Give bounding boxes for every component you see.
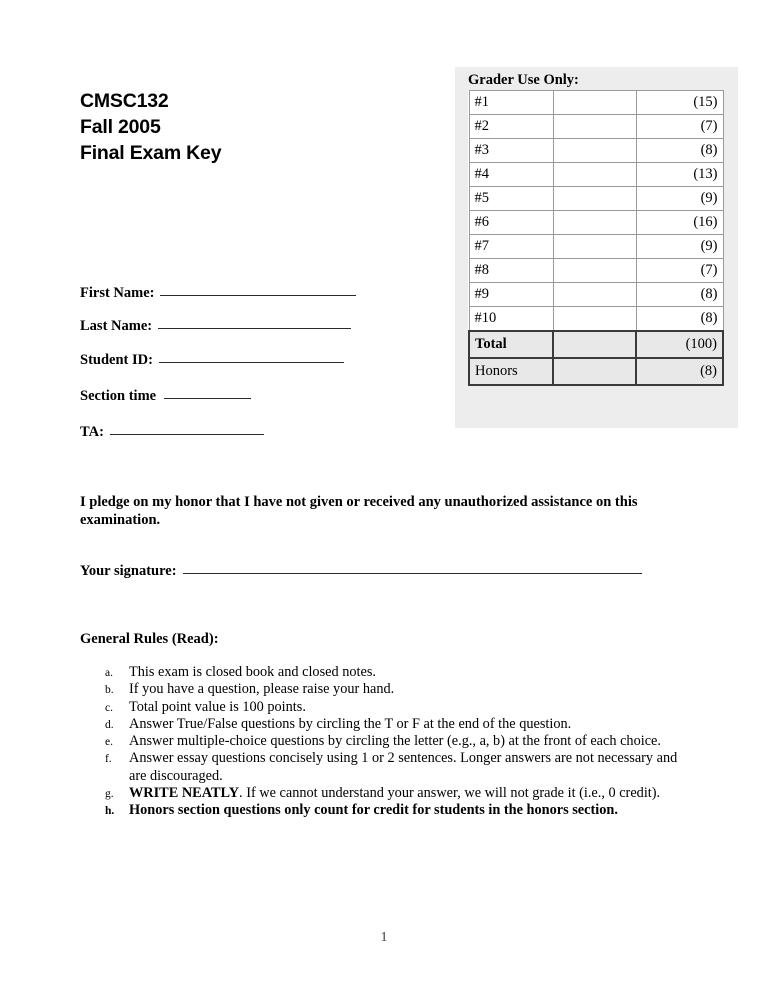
general-rule-emphasis: WRITE NEATLY bbox=[129, 785, 240, 802]
grader-question-label: #6 bbox=[469, 211, 553, 235]
grader-table-row bbox=[469, 211, 723, 235]
general-rule-item bbox=[105, 699, 695, 716]
grader-summary-row bbox=[469, 358, 723, 385]
ta-input-rule[interactable] bbox=[110, 434, 264, 435]
first-name-label: First Name: bbox=[80, 285, 155, 301]
grader-summary-score-cell[interactable] bbox=[553, 331, 636, 358]
grader-table-row bbox=[469, 115, 723, 139]
general-rule-marker: c. bbox=[105, 701, 113, 714]
grader-table-row bbox=[469, 283, 723, 307]
general-rule-text: Answer multiple-choice questions by circling the letter (e.g., a, b) at the front of each choice. bbox=[129, 733, 661, 750]
signature-label: Your signature: bbox=[80, 563, 177, 579]
general-rule-marker: h. bbox=[105, 805, 115, 818]
grader-summary-label: Total bbox=[469, 331, 553, 358]
grader-use-only-panel bbox=[455, 67, 738, 428]
grader-score-cell[interactable] bbox=[553, 163, 636, 187]
grader-score-cell[interactable] bbox=[553, 283, 636, 307]
grader-points-cell: (8) bbox=[636, 139, 723, 163]
general-rule-item bbox=[105, 750, 695, 785]
grader-points-cell: (13) bbox=[636, 163, 723, 187]
section-time-field[interactable] bbox=[80, 388, 251, 405]
student-id-label: Student ID: bbox=[80, 352, 153, 368]
grader-summary-label: Honors bbox=[469, 358, 553, 385]
general-rules-list bbox=[105, 664, 695, 820]
general-rule-item bbox=[105, 785, 695, 802]
grader-question-label: #10 bbox=[469, 307, 553, 332]
general-rule-text: Answer True/False questions by circling the T or F at the end of the question. bbox=[129, 715, 572, 732]
general-rule-text: This exam is closed book and closed notes. bbox=[129, 664, 376, 680]
grader-summary-points-cell: (8) bbox=[636, 358, 723, 385]
grader-points-cell: (16) bbox=[636, 211, 723, 235]
general-rule-text: . If we cannot understand your answer, we will not grade it (i.e., 0 credit). bbox=[239, 785, 661, 802]
grader-question-label: #5 bbox=[469, 187, 553, 211]
grader-table-row bbox=[469, 235, 723, 259]
general-rule-item bbox=[105, 733, 695, 750]
grader-score-cell[interactable] bbox=[553, 307, 636, 332]
grader-score-table bbox=[468, 90, 724, 386]
title-line-2: Fall 2005 bbox=[80, 116, 161, 138]
grader-score-cell[interactable] bbox=[553, 187, 636, 211]
grader-question-label: #7 bbox=[469, 235, 553, 259]
grader-score-cell[interactable] bbox=[553, 139, 636, 163]
grader-question-label: #9 bbox=[469, 283, 553, 307]
grader-score-cell[interactable] bbox=[553, 259, 636, 283]
grader-score-cell[interactable] bbox=[553, 211, 636, 235]
general-rule-marker: e. bbox=[105, 736, 113, 749]
title-line-3: Final Exam Key bbox=[80, 142, 222, 164]
general-rule-text: Total point value is 100 points. bbox=[129, 698, 306, 715]
first-name-field[interactable] bbox=[80, 285, 356, 302]
grader-score-cell[interactable] bbox=[553, 235, 636, 259]
grader-table-row bbox=[469, 187, 723, 211]
grader-points-cell: (9) bbox=[636, 187, 723, 211]
grader-score-cell[interactable] bbox=[553, 115, 636, 139]
title-line-1: CMSC132 bbox=[80, 90, 169, 112]
first-name-input-rule[interactable] bbox=[160, 295, 356, 296]
general-rule-item bbox=[105, 664, 695, 681]
student-id-input-rule[interactable] bbox=[159, 362, 344, 363]
grader-points-cell: (7) bbox=[636, 115, 723, 139]
last-name-field[interactable] bbox=[80, 318, 351, 335]
grader-points-cell: (9) bbox=[636, 235, 723, 259]
general-rule-item bbox=[105, 802, 695, 819]
signature-input-rule[interactable] bbox=[183, 573, 642, 574]
grader-summary-points-cell: (100) bbox=[636, 331, 723, 358]
signature-field[interactable] bbox=[80, 563, 642, 580]
grader-table-row bbox=[469, 307, 723, 332]
honor-pledge-text: I pledge on my honor that I have not given or received any unauthorized assistance on this examination. bbox=[80, 494, 638, 528]
grader-question-label: #2 bbox=[469, 115, 553, 139]
last-name-label: Last Name: bbox=[80, 318, 153, 334]
grader-table-row bbox=[469, 163, 723, 187]
last-name-input-rule[interactable] bbox=[158, 328, 351, 329]
grader-points-cell: (8) bbox=[636, 307, 723, 332]
general-rule-item bbox=[105, 716, 695, 733]
grader-panel-heading: Grader Use Only: bbox=[468, 72, 579, 88]
grader-table-row bbox=[469, 139, 723, 163]
grader-question-label: #3 bbox=[469, 139, 553, 163]
general-rule-marker: b. bbox=[105, 684, 114, 697]
general-rule-marker: a. bbox=[105, 667, 113, 679]
grader-summary-score-cell[interactable] bbox=[553, 358, 636, 385]
section-time-input-rule[interactable] bbox=[164, 398, 251, 399]
grader-points-cell: (7) bbox=[636, 259, 723, 283]
grader-question-label: #4 bbox=[469, 163, 553, 187]
general-rule-text: Answer essay questions concisely using 1 or 2 sentences. Longer answers are not necessary and are discouraged. bbox=[129, 750, 678, 784]
section-time-label: Section time bbox=[80, 388, 157, 404]
general-rules-heading: General Rules (Read): bbox=[80, 631, 219, 647]
grader-table-row bbox=[469, 259, 723, 283]
ta-label: TA: bbox=[80, 424, 104, 440]
general-rule-item bbox=[105, 681, 695, 698]
general-rule-marker: d. bbox=[105, 718, 114, 731]
general-rule-text: If you have a question, please raise your hand. bbox=[129, 681, 395, 698]
page-title bbox=[80, 88, 221, 166]
grader-score-cell[interactable] bbox=[553, 91, 636, 115]
general-rule-marker: g. bbox=[105, 788, 114, 801]
grader-summary-row bbox=[469, 331, 723, 358]
grader-question-label: #1 bbox=[469, 91, 553, 115]
grader-question-label: #8 bbox=[469, 259, 553, 283]
grader-points-cell: (15) bbox=[636, 91, 723, 115]
general-rule-marker: f. bbox=[105, 753, 112, 766]
page-number: 1 bbox=[380, 930, 388, 945]
student-id-field[interactable] bbox=[80, 352, 344, 369]
ta-field[interactable] bbox=[80, 424, 264, 441]
grader-points-cell: (8) bbox=[636, 283, 723, 307]
grader-table-row bbox=[469, 91, 723, 115]
general-rule-text: Honors section questions only count for credit for students in the honors section. bbox=[129, 802, 618, 819]
